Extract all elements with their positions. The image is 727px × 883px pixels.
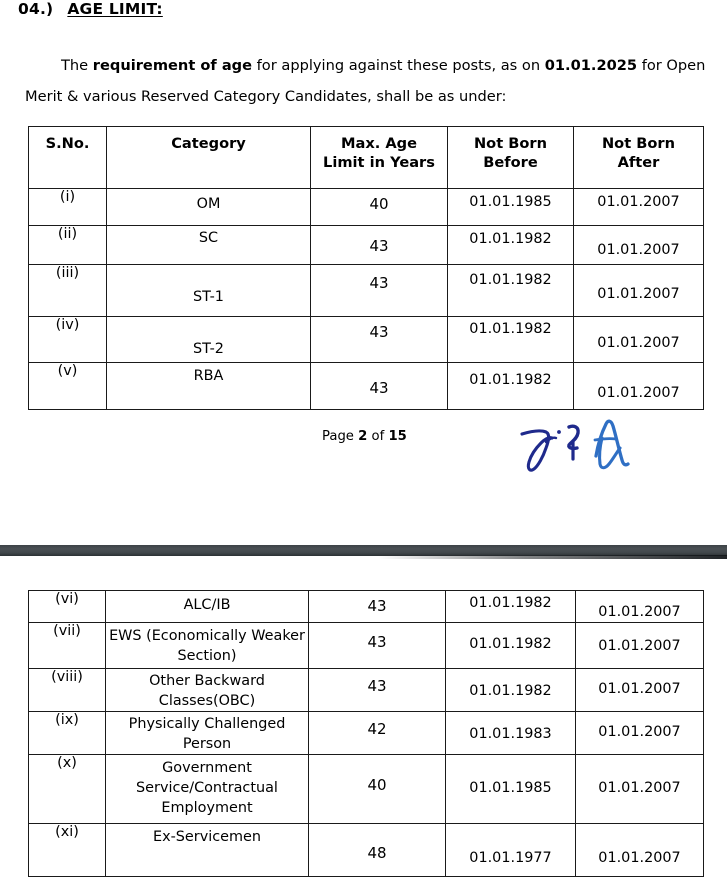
cell-max-age: 43 (311, 265, 448, 317)
age-limit-table-part2 (28, 590, 704, 877)
table-row (29, 669, 704, 712)
paragraph-bold-date: 01.01.2025 (544, 57, 638, 74)
heading-number: 04.) (18, 0, 54, 18)
cell-not-born-after: 01.01.2007 (576, 669, 704, 712)
cell-not-born-before: 01.01.1982 (446, 669, 576, 712)
cell-not-born-after: 01.01.2007 (574, 363, 704, 410)
cell-category: Ex-Servicemen (106, 824, 309, 877)
cell-not-born-after: 01.01.2007 (574, 317, 704, 363)
paragraph-text-1: The (61, 57, 93, 74)
cell-sno: (iv) (29, 317, 107, 363)
footer-of-word: of (371, 429, 385, 444)
page-heading (18, 0, 163, 18)
cell-sno: (ii) (29, 226, 107, 265)
cell-max-age: 43 (309, 669, 446, 712)
page-footer (322, 429, 407, 444)
age-requirement-paragraph (25, 50, 725, 112)
cell-max-age: 43 (311, 226, 448, 265)
cell-max-age: 43 (311, 317, 448, 363)
cell-not-born-after: 01.01.2007 (574, 265, 704, 317)
table-row (29, 189, 704, 226)
cell-category: SC (107, 226, 311, 265)
cell-not-born-before: 01.01.1985 (446, 755, 576, 824)
table-row (29, 755, 704, 824)
header-max-age (311, 127, 448, 189)
cell-max-age: 42 (309, 712, 446, 755)
table-header-row (29, 127, 704, 189)
cell-sno: (vii) (29, 623, 106, 669)
header-not-born-before-line2: Before (483, 154, 538, 171)
heading-title: AGE LIMIT: (67, 0, 163, 18)
cell-not-born-after: 01.01.2007 (574, 226, 704, 265)
table-row (29, 623, 704, 669)
cell-category: Government Service/Contractual Employment (106, 755, 309, 824)
cell-category: ST-1 (107, 265, 311, 317)
table-row (29, 317, 704, 363)
cell-sno: (vi) (29, 591, 106, 623)
cell-sno: (ix) (29, 712, 106, 755)
cell-sno: (i) (29, 189, 107, 226)
cell-not-born-after: 01.01.2007 (576, 824, 704, 877)
age-limit-table-part1 (28, 126, 704, 410)
header-not-born-before-line1: Not Born (473, 135, 548, 152)
cell-category: Other Backward Classes(OBC) (106, 669, 309, 712)
header-not-born-after-line2: After (617, 154, 660, 171)
paragraph-text-3: for Open Merit & various Reserved Category Candidates, shall be as under: (25, 57, 706, 105)
cell-sno: (viii) (29, 669, 106, 712)
scan-edge-band (0, 545, 727, 556)
cell-not-born-before: 01.01.1982 (448, 226, 574, 265)
cell-not-born-after: 01.01.2007 (576, 712, 704, 755)
header-sno: S.No. (29, 127, 107, 189)
cell-max-age: 43 (309, 623, 446, 669)
cell-not-born-after: 01.01.2007 (574, 189, 704, 226)
header-not-born-before (448, 127, 574, 189)
cell-not-born-before: 01.01.1982 (448, 363, 574, 410)
cell-max-age: 43 (311, 363, 448, 410)
cell-not-born-after: 01.01.2007 (576, 755, 704, 824)
header-max-age-line1: Max. Age (340, 135, 418, 152)
table-row (29, 712, 704, 755)
cell-sno: (v) (29, 363, 107, 410)
footer-total-pages: 15 (388, 429, 407, 444)
cell-not-born-before: 01.01.1982 (448, 317, 574, 363)
table-row (29, 265, 704, 317)
cell-not-born-before: 01.01.1985 (448, 189, 574, 226)
cell-not-born-after: 01.01.2007 (576, 591, 704, 623)
footer-page-number: 2 (358, 429, 368, 444)
cell-max-age: 43 (309, 591, 446, 623)
cell-sno: (x) (29, 755, 106, 824)
table-row (29, 363, 704, 410)
cell-max-age: 40 (311, 189, 448, 226)
paragraph-text-2: for applying against these posts, as on (252, 57, 545, 74)
table-row (29, 226, 704, 265)
signature-image (516, 412, 640, 480)
cell-max-age: 40 (309, 755, 446, 824)
cell-category: OM (107, 189, 311, 226)
cell-not-born-before: 01.01.1977 (446, 824, 576, 877)
cell-not-born-before: 01.01.1982 (448, 265, 574, 317)
cell-category: ALC/IB (106, 591, 309, 623)
header-not-born-after-line1: Not Born (601, 135, 676, 152)
cell-not-born-before: 01.01.1982 (446, 591, 576, 623)
cell-max-age: 48 (309, 824, 446, 877)
cell-not-born-after: 01.01.2007 (576, 623, 704, 669)
cell-sno: (iii) (29, 265, 107, 317)
header-not-born-after (574, 127, 704, 189)
cell-category: Physically Challenged Person (106, 712, 309, 755)
cell-not-born-before: 01.01.1982 (446, 623, 576, 669)
cell-category: EWS (Economically Weaker Section) (106, 623, 309, 669)
cell-category: RBA (107, 363, 311, 410)
cell-not-born-before: 01.01.1983 (446, 712, 576, 755)
header-max-age-line2: Limit in Years (323, 154, 435, 171)
header-category: Category (107, 127, 311, 189)
paragraph-bold-requirement: requirement of age (92, 57, 253, 74)
footer-page-word: Page (322, 429, 354, 444)
table-row (29, 824, 704, 877)
cell-sno: (xi) (29, 824, 106, 877)
cell-category: ST-2 (107, 317, 311, 363)
table-row (29, 591, 704, 623)
